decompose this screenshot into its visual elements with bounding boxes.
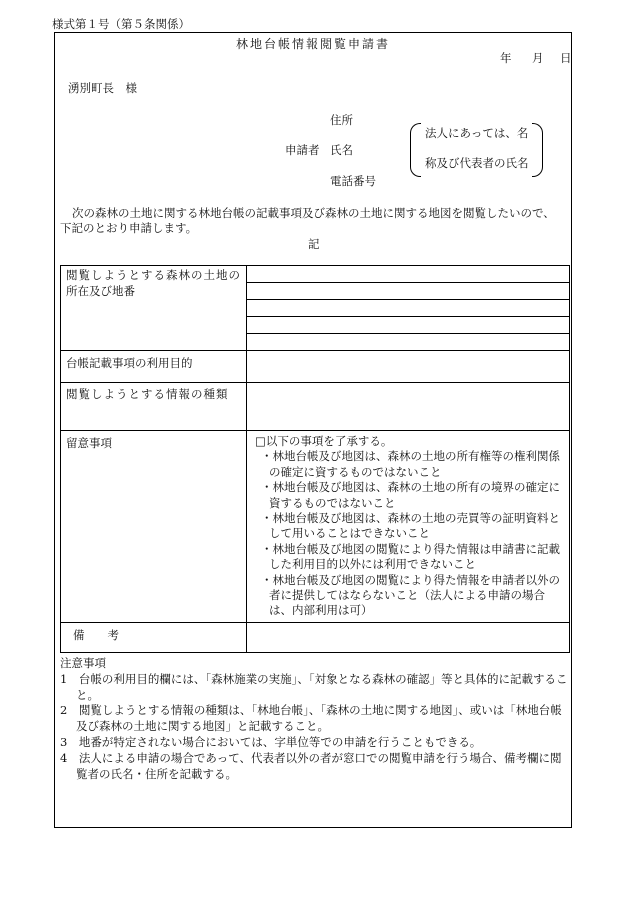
- info-type-label: 閲覧しようとする情報の種類: [61, 383, 247, 431]
- body-text-line2: 下記のとおり申請します。: [60, 221, 198, 235]
- location-input-row[interactable]: [247, 300, 569, 317]
- footnotes-heading: 注意事項: [60, 656, 106, 670]
- footnotes: [60, 656, 570, 782]
- list-item: ・林地台帳及び地図は、森林の土地の売買等の証明資料として用いることはできないこと: [261, 511, 560, 541]
- list-item: 1 台帳の利用目的欄には、「森林施業の実施」、「対象となる森林の確認」等と具体的に記載すること。: [60, 671, 568, 702]
- applicant-label: 申請者: [285, 143, 320, 157]
- recipient: 湧別町長 様: [68, 81, 137, 95]
- date-year: 年: [500, 51, 512, 65]
- location-label-cell: [61, 266, 247, 351]
- notes-checkbox[interactable]: □以下の事項を了承する。: [255, 434, 393, 448]
- info-type-input-cell[interactable]: [247, 383, 570, 431]
- name-label: 氏名: [330, 143, 353, 157]
- date-month: 月: [532, 51, 544, 65]
- list-item: ・林地台帳及び地図は、森林の土地の所有の境界の確定に資するものではないこと: [261, 480, 560, 510]
- location-input-row[interactable]: [247, 334, 569, 350]
- bracket-left: [410, 123, 421, 177]
- application-table: [60, 265, 570, 653]
- corp-note-line2: 称及び代表者の氏名: [425, 156, 529, 170]
- notes-label: 留意事項: [61, 431, 247, 623]
- bracket-right: [532, 123, 543, 177]
- location-input-row[interactable]: [247, 266, 569, 283]
- list-item: 2 閲覧しようとする情報の種類は、「林地台帳」、「森林の土地に関する地図」、或いは「林地台帳及び森林の土地に関する地図」と記載すること。: [60, 703, 562, 734]
- page-title: 林地台帳情報閲覧申請書: [235, 37, 390, 51]
- form-number: 様式第１号（第５条関係）: [52, 17, 190, 31]
- list-item: ・林地台帳及び地図の閲覧により得た情報は申請書に記載した利用目的以外には利用できないこと: [261, 541, 560, 572]
- corp-note-line1: 法人にあっては、名: [425, 126, 529, 140]
- notes-cell: [247, 431, 570, 623]
- remarks-input-cell[interactable]: [247, 623, 570, 653]
- purpose-label: 台帳記載事項の利用目的: [61, 351, 247, 383]
- date-day: 日: [560, 51, 572, 65]
- location-input-row[interactable]: [247, 283, 569, 300]
- list-item: 3 地番が特定されない場合においては、字単位等での申請を行うこともできる。: [60, 734, 482, 749]
- purpose-input-cell[interactable]: [247, 351, 570, 383]
- location-label-line1: 閲覧しようとする森林の土地の: [66, 268, 241, 282]
- list-item: 4 法人による申請の場合であって、代表者以外の者が窓口での閲覧申請を行う場合、備考欄に閲覧者の氏名・住所を記載する。: [60, 750, 562, 781]
- location-input-row[interactable]: [247, 317, 569, 334]
- ki-heading: 記: [308, 237, 320, 251]
- remarks-label: 備 考: [61, 623, 247, 653]
- list-item: ・林地台帳及び地図は、森林の土地の所有権等の権利関係の確定に資するものではないこと: [261, 449, 560, 479]
- list-item: ・林地台帳及び地図の閲覧により得た情報を申請者以外の者に提供してはならないこと（法人による申請の場合は、内部利用は可）: [261, 572, 560, 618]
- location-label-line2: 所在及び地番: [66, 284, 135, 298]
- phone-label: 電話番号: [330, 174, 376, 188]
- location-input-cell[interactable]: [247, 266, 570, 351]
- address-label: 住所: [330, 113, 353, 127]
- body-text-line1: 次の森林の土地に関する林地台帳の記載事項及び森林の土地に関する地図を閲覧したいので、: [72, 206, 555, 220]
